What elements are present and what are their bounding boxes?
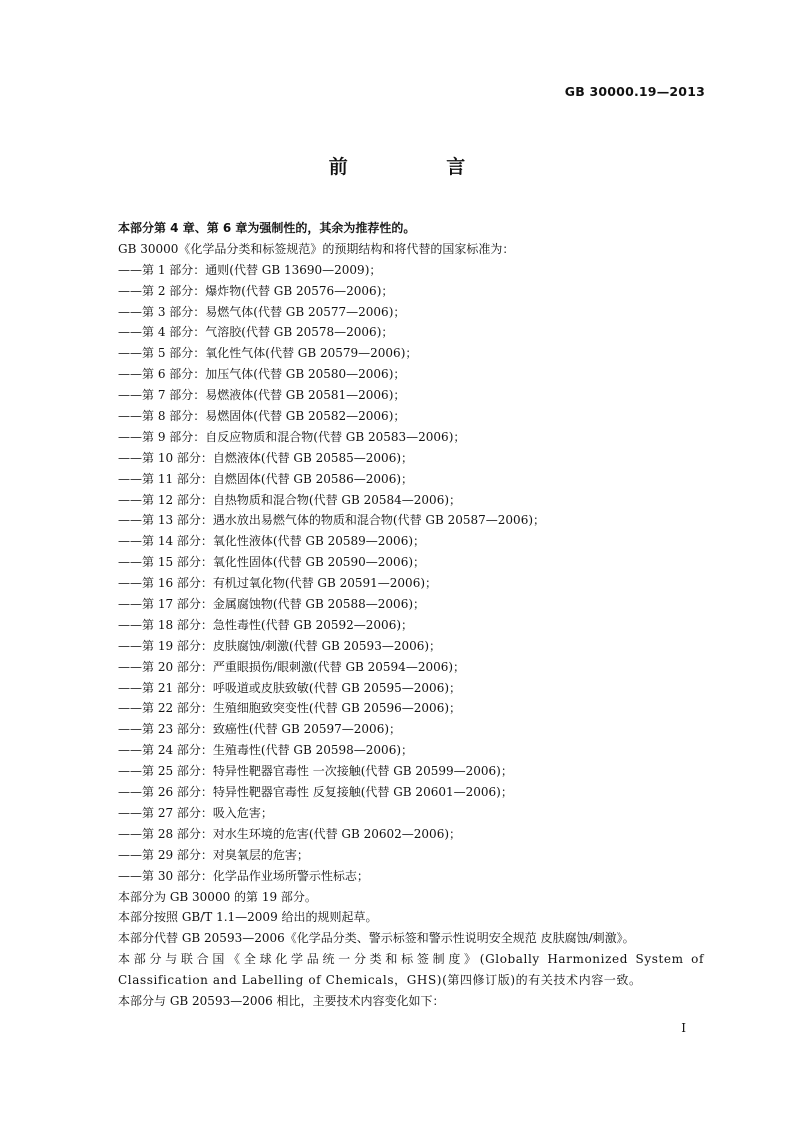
parts-list bbox=[90, 260, 704, 887]
list-item: ——第 28 部分：对水生环境的危害(代替 GB 20602—2006)； bbox=[118, 826, 462, 841]
list-item: ——第 12 部分：自热物质和混合物(代替 GB 20584—2006)； bbox=[118, 492, 462, 507]
part-of-statement: 本部分为 GB 30000 的第 19 部分。 bbox=[118, 889, 317, 904]
list-item: ——第 27 部分：吸入危害； bbox=[118, 805, 273, 820]
list-item: ——第 14 部分：氧化性液体(代替 GB 20589—2006)； bbox=[118, 534, 426, 549]
list-item: ——第 24 部分：生殖毒性(代替 GB 20598—2006)； bbox=[118, 743, 414, 758]
drafting-statement: 本部分按照 GB/T 1.1—2009 给出的规则起草。 bbox=[118, 910, 378, 925]
list-item: ——第 20 部分：严重眼损伤/眼刺激(代替 GB 20594—2006)； bbox=[118, 659, 466, 674]
list-item: ——第 26 部分：特异性靶器官毒性 反复接触(代替 GB 20601—2006)； bbox=[118, 785, 513, 800]
list-item: ——第 10 部分：自燃液体(代替 GB 20585—2006)； bbox=[118, 450, 414, 465]
list-item: ——第 21 部分：呼吸道或皮肤致敏(代替 GB 20595—2006)； bbox=[118, 680, 462, 695]
list-item: ——第 9 部分：自反应物质和混合物(代替 GB 20583—2006)； bbox=[118, 429, 466, 444]
list-item: ——第 3 部分：易燃气体(代替 GB 20577—2006)； bbox=[118, 304, 406, 319]
page-number: I bbox=[681, 1021, 686, 1035]
structure-intro: GB 30000《化学品分类和标签规范》的预期结构和将代替的国家标准为： bbox=[118, 241, 515, 256]
list-item: ——第 17 部分：金属腐蚀物(代替 GB 20588—2006)； bbox=[118, 597, 426, 612]
list-item: ——第 23 部分：致癌性(代替 GB 20597—2006)； bbox=[118, 722, 402, 737]
list-item: ——第 18 部分：急性毒性(代替 GB 20592—2006)； bbox=[118, 617, 414, 632]
list-item: ——第 4 部分：气溶胶(代替 GB 20578—2006)； bbox=[118, 325, 394, 340]
list-item: ——第 7 部分：易燃液体(代替 GB 20581—2006)； bbox=[118, 388, 406, 403]
list-item: ——第 30 部分：化学品作业场所警示性标志； bbox=[118, 868, 369, 883]
changes-statement: 本部分与 GB 20593—2006 相比，主要技术内容变化如下： bbox=[118, 993, 445, 1008]
foreword-body bbox=[90, 218, 704, 1012]
mandatory-clause: 本部分第 4 章、第 6 章为强制性的，其余为推荐性的。 bbox=[118, 221, 416, 235]
list-item: ——第 25 部分：特异性靶器官毒性 一次接触(代替 GB 20599—2006)； bbox=[118, 764, 513, 779]
standard-number: GB 30000.19—2013 bbox=[564, 84, 705, 99]
list-item: ——第 8 部分：易燃固体(代替 GB 20582—2006)； bbox=[118, 409, 406, 424]
list-item: ——第 2 部分：爆炸物(代替 GB 20576—2006)； bbox=[118, 283, 394, 298]
list-item: ——第 5 部分：氧化性气体(代替 GB 20579—2006)； bbox=[118, 346, 418, 361]
list-item: ——第 16 部分：有机过氧化物(代替 GB 20591—2006)； bbox=[118, 576, 438, 591]
ghs-statement: 本部分与联合国《全球化学品统一分类和标签制度》(Globally Harmonized System of Classification and Labelling of Chemicals，GHS)(第四修订版)的有关技术内容一致。 bbox=[118, 952, 704, 988]
list-item: ——第 11 部分：自燃固体(代替 GB 20586—2006)； bbox=[118, 471, 414, 486]
replaces-statement: 本部分代替 GB 20593—2006《化学品分类、警示标签和警示性说明安全规范 皮肤腐蚀/刺激》。 bbox=[118, 931, 635, 946]
list-item: ——第 19 部分：皮肤腐蚀/刺激(代替 GB 20593—2006)； bbox=[118, 638, 442, 653]
list-item: ——第 1 部分：通则(代替 GB 13690—2009)； bbox=[118, 262, 382, 277]
list-item: ——第 13 部分：遇水放出易燃气体的物质和混合物(代替 GB 20587—2006)； bbox=[118, 513, 546, 528]
list-item: ——第 29 部分：对臭氧层的危害； bbox=[118, 847, 309, 862]
list-item: ——第 6 部分：加压气体(代替 GB 20580—2006)； bbox=[118, 367, 406, 382]
list-item: ——第 15 部分：氧化性固体(代替 GB 20590—2006)； bbox=[118, 555, 426, 570]
list-item: ——第 22 部分：生殖细胞致突变性(代替 GB 20596—2006)； bbox=[118, 701, 462, 716]
page-title: 前 言 bbox=[328, 156, 512, 178]
